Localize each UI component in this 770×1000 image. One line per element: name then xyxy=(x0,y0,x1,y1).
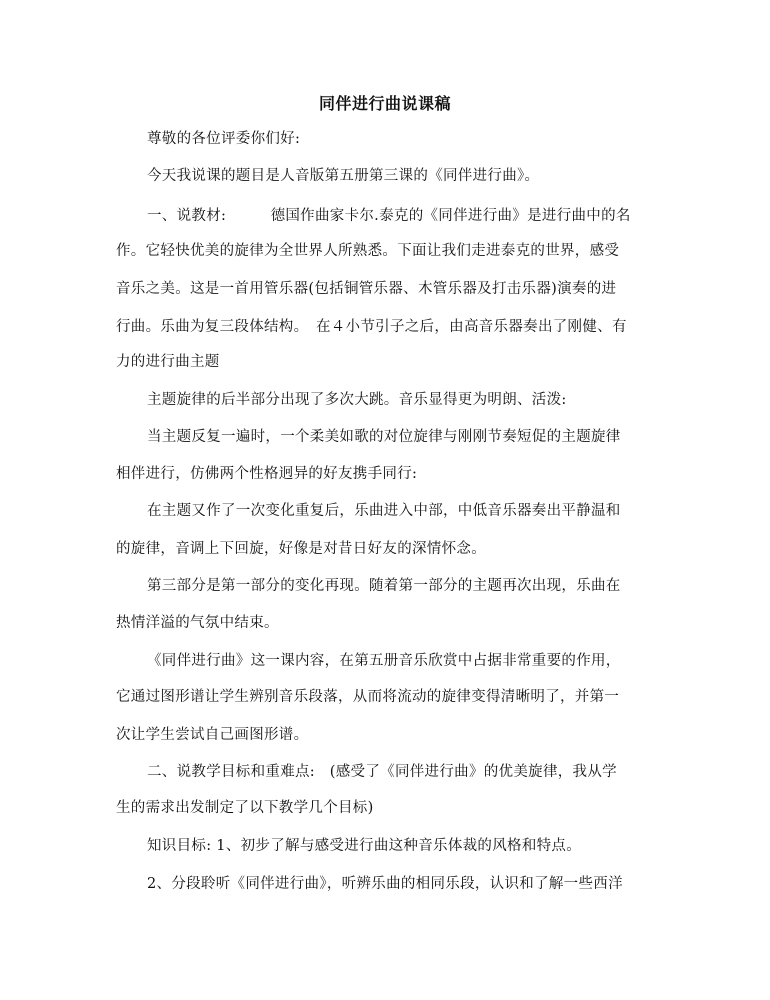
document-title: 同伴进行曲说课稿 xyxy=(318,94,451,113)
paragraph-line: 生的需求出发制定了以下教学几个目标) xyxy=(116,800,374,816)
paragraph-line: 第三部分是第一部分的变化再现。随着第一部分的主题再次出现，乐曲在 xyxy=(147,578,621,594)
paragraph-line: 今天我说课的题目是人音版第五册第三课的《同伴进行曲》。 xyxy=(147,168,540,184)
paragraph-line: 一、说教材: 德国作曲家卡尔.泰克的《同伴进行曲》是进行曲中的名 xyxy=(147,208,631,224)
paragraph-line: 作。它轻快优美的旋律为全世界人所熟悉。下面让我们走进泰克的世界，感受 xyxy=(116,243,620,259)
paragraph-line: 尊敬的各位评委你们好: xyxy=(147,131,301,147)
paragraph-line: 知识目标: 1、初步了解与感受进行曲这种音乐体裁的风格和特点。 xyxy=(147,838,582,854)
paragraph-line: 相伴进行，仿佛两个性格迥异的好友携手同行: xyxy=(116,466,418,482)
paragraph-line: 主题旋律的后半部分出现了多次大跳。音乐显得更为明朗、活泼: xyxy=(147,392,567,408)
paragraph-line: 次让学生尝试自己画图形谱。 xyxy=(116,727,309,743)
paragraph-line: 它通过图形谱让学生辨别音乐段落，从而将流动的旋律变得清晰明了，并第一 xyxy=(116,689,620,705)
paragraph-line: 的旋律，音调上下回旋，好像是对昔日好友的深情怀念。 xyxy=(116,541,486,557)
paragraph-line: 当主题反复一遍时，一个柔美如歌的对位旋律与刚刚节奏短促的主题旋律 xyxy=(147,429,621,445)
paragraph-line: 音乐之美。这是一首用管乐器(包括铜管乐器、木管乐器及打击乐器)演奏的进 xyxy=(116,281,617,297)
paragraph-line: 《同伴进行曲》这一课内容，在第五册音乐欣赏中占据非常重要的作用， xyxy=(147,653,621,669)
paragraph-line: 2、分段聆听《同伴进行曲》，听辨乐曲的相同乐段，认识和了解一些西洋 xyxy=(147,876,623,892)
paragraph-line: 在主题又作了一次变化重复后，乐曲进入中部，中低音乐器奏出平静温和 xyxy=(147,503,621,519)
paragraph-line: 力的进行曲主题 xyxy=(116,354,220,370)
paragraph-line: 行曲。乐曲为复三段体结构。 在４小节引子之后，由高音乐器奏出了刚健、有 xyxy=(116,319,627,335)
paragraph-line: 二、说教学目标和重难点: (感受了《同伴进行曲》的优美旋律，我从学 xyxy=(147,764,617,780)
paragraph-line: 热情洋溢的气氛中结束。 xyxy=(116,615,279,631)
